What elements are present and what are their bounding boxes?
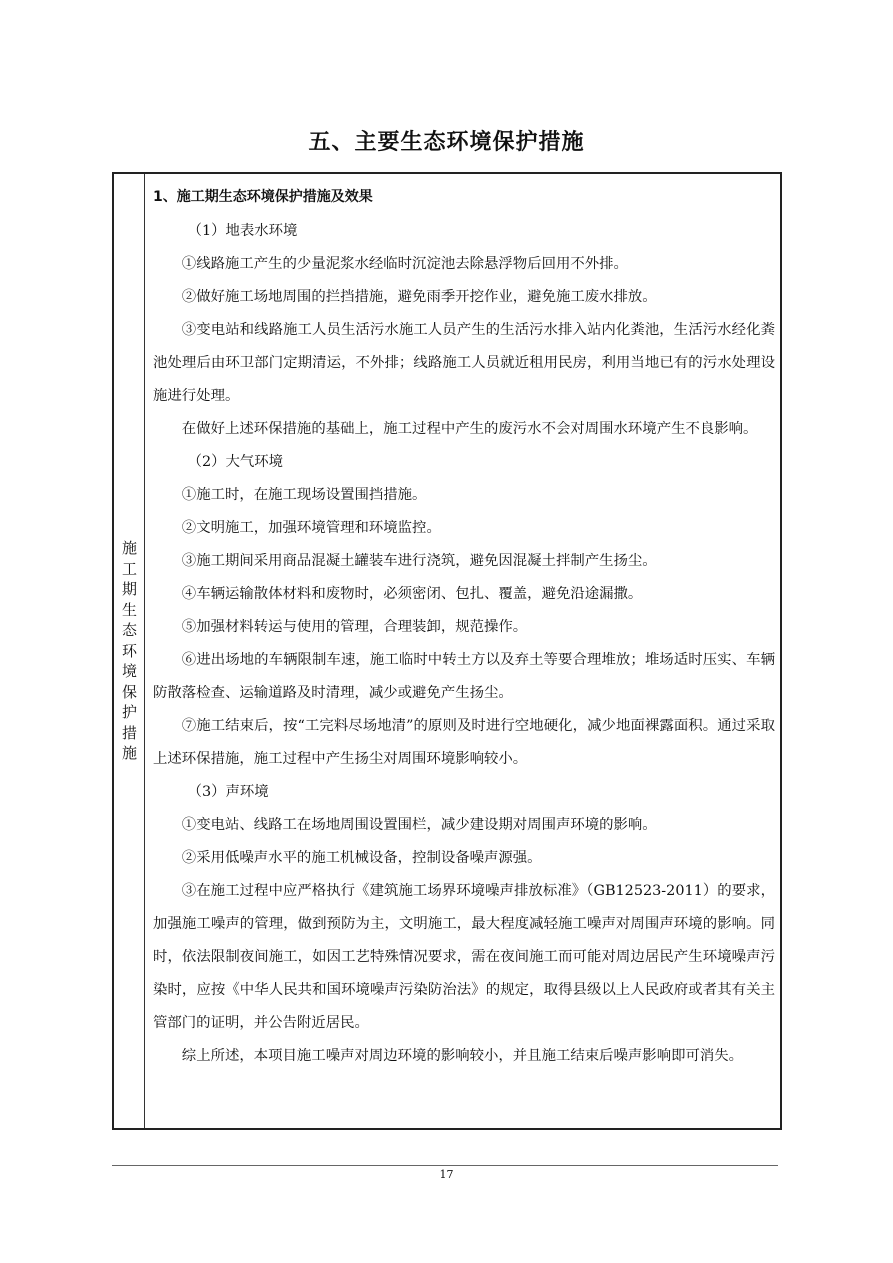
surface-water-heading: （1）地表水环境 <box>187 223 298 239</box>
surface-water-item-1: ①线路施工产生的少量泥浆水经临时沉淀池去除悬浮物后回用不外排。 <box>181 256 628 272</box>
surface-water-conclusion: 在做好上述环保措施的基础上，施工过程中产生的废污水不会对周围水环境产生不良影响。 <box>181 421 758 437</box>
air-item-3: ③施工期间采用商品混凝土罐装车进行浇筑，避免因混凝土拌制产生扬尘。 <box>181 553 657 569</box>
air-item-1: ①施工时，在施工现场设置围挡措施。 <box>181 487 427 503</box>
page-number: 17 <box>439 1168 454 1181</box>
measures-table <box>112 172 782 1130</box>
air-item-7: ⑦施工结束后，按“工完料尽场地清”的原则及时进行空地硬化，减少地面裸露面积。通过采取上述环保措施，施工过程中产生扬尘对周围环境影响较小。 <box>153 718 775 767</box>
air-item-4: ④车辆运输散体材料和废物时，必须密闭、包扎、覆盖，避免沿途漏撒。 <box>181 586 643 602</box>
noise-item-3: ③在施工过程中应严格执行《建筑施工场界环境噪声排放标准》（GB12523-2011）的要求，加强施工噪声的管理，做到预防为主，文明施工，最大程度减轻施工噪声对周围声环境的影响。同时，依法限制夜间施工，如因工艺特殊情况要求，需在夜间施工而可能对周边居民产生环境噪声污染时，应按《中华人民共和国环境噪声污染防治法》的规定，取得县级以上人民政府或者其有关主管部门的证明，并公告附近居民。 <box>153 883 775 1031</box>
noise-item-2: ②采用低噪声水平的施工机械设备，控制设备噪声源强。 <box>181 850 542 866</box>
air-item-2: ②文明施工，加强环境管理和环境监控。 <box>181 520 441 536</box>
page-title: 五、主要生态环境保护措施 <box>308 130 585 155</box>
noise-heading: （3）声环境 <box>187 784 269 800</box>
table-content-cell <box>153 182 775 1073</box>
surface-water-item-3: ③变电站和线路施工人员生活污水施工人员产生的生活污水排入站内化粪池，生活污水经化粪池处理后由环卫部门定期清运，不外排；线路施工人员就近租用民房，利用当地已有的污水处理设施进行处理。 <box>153 322 775 404</box>
air-item-6: ⑥进出场地的车辆限制车速，施工临时中转土方以及弃土等要合理堆放；堆场适时压实、车辆防散落检查、运输道路及时清理，减少或避免产生扬尘。 <box>153 652 775 701</box>
noise-item-1: ①变电站、线路工在场地周围设置围栏，减少建设期对周围声环境的影响。 <box>181 817 657 833</box>
section-heading: 1、施工期生态环境保护措施及效果 <box>153 189 373 205</box>
side-label: 施工期生态环境保护措施 <box>121 539 137 762</box>
air-item-5: ⑤加强材料转运与使用的管理，合理装卸，规范操作。 <box>181 619 528 635</box>
air-heading: （2）大气环境 <box>187 454 284 470</box>
noise-conclusion: 综上所述，本项目施工噪声对周边环境的影响较小，并且施工结束后噪声影响即可消失。 <box>181 1048 744 1064</box>
footer-divider <box>112 1165 778 1166</box>
table-label-column <box>114 174 145 1128</box>
surface-water-item-2: ②做好施工场地周围的拦挡措施，避免雨季开挖作业，避免施工废水排放。 <box>181 289 657 305</box>
